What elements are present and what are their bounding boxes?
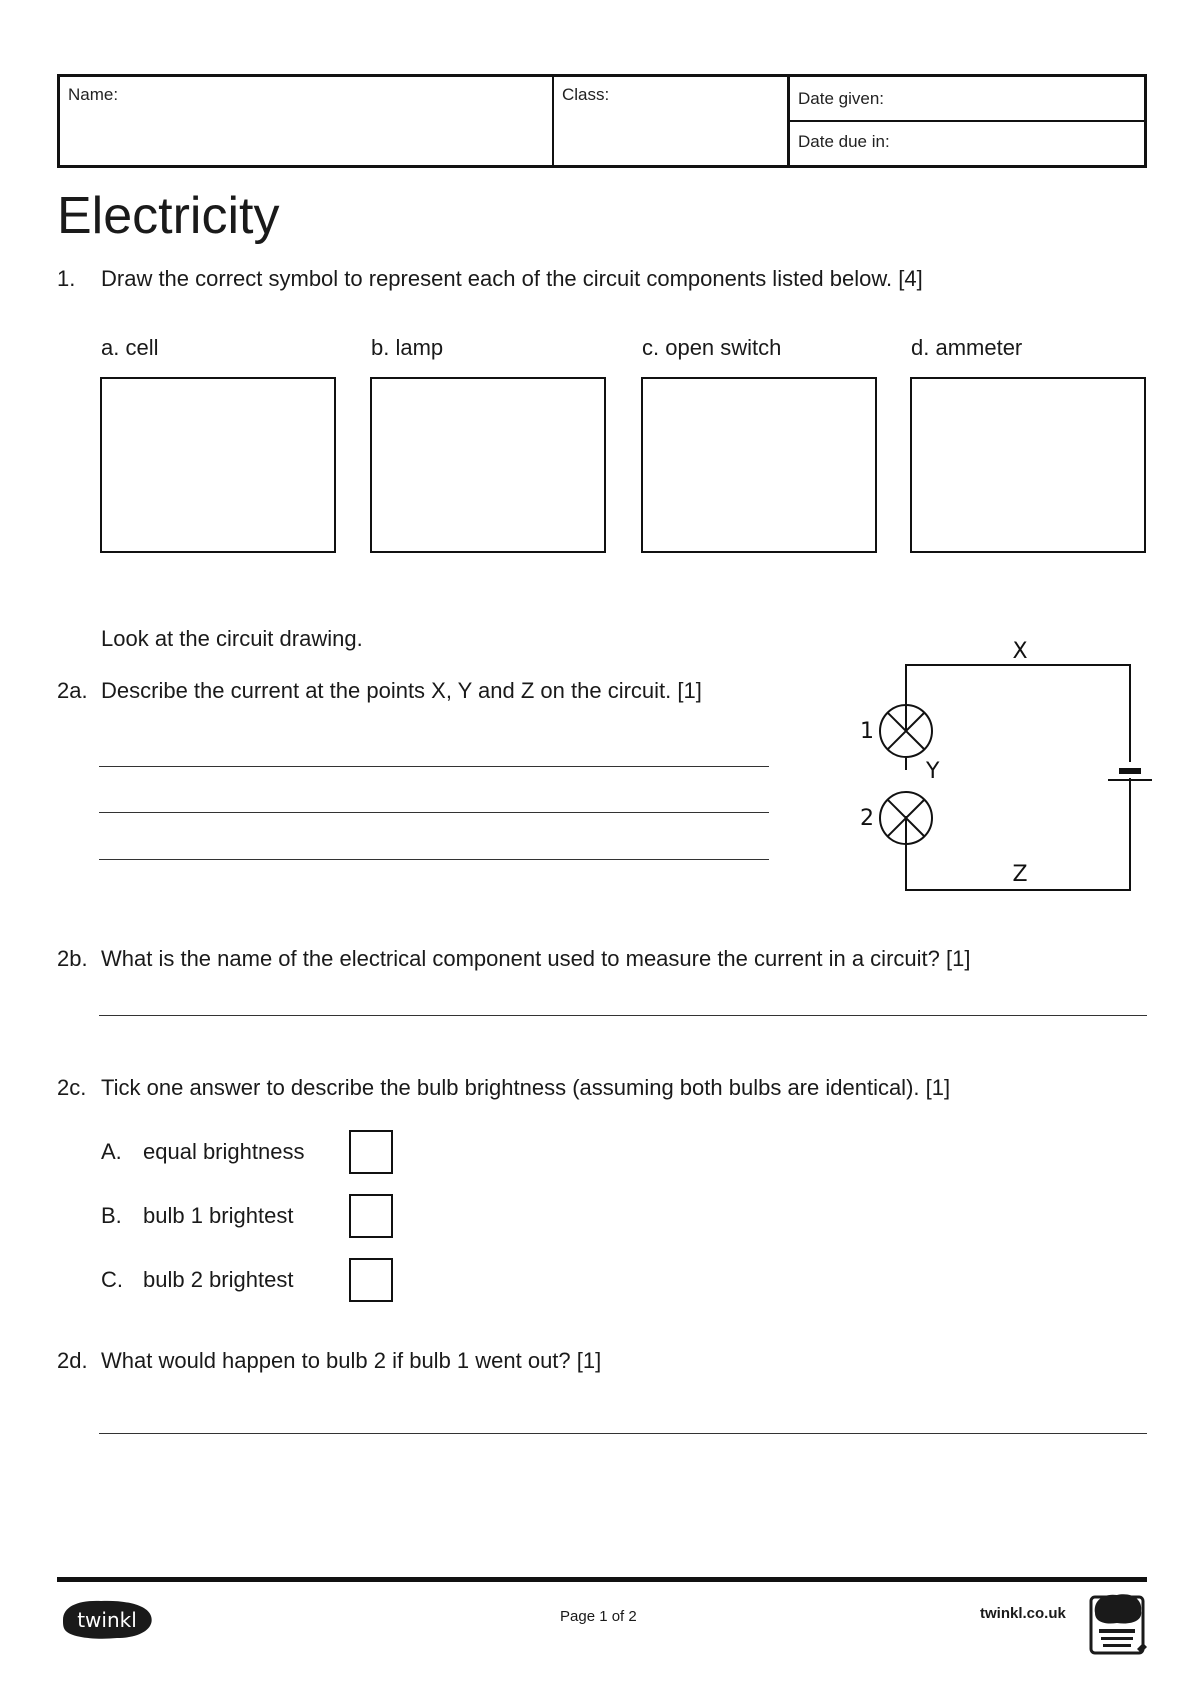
option-a-checkbox[interactable]	[349, 1130, 393, 1174]
drawing-box-ammeter[interactable]	[910, 377, 1146, 553]
q2b-text: What is the name of the electrical component used to measure the current in a circuit? [1]	[101, 946, 971, 971]
q2b-number: 2b.	[57, 946, 88, 971]
option-c-checkbox[interactable]	[349, 1258, 393, 1302]
answer-line-2a-3[interactable]	[99, 859, 769, 860]
wire-top	[906, 665, 1130, 762]
page-title: Electricity	[57, 187, 280, 245]
page-number: Page 1 of 2	[560, 1608, 637, 1625]
circuit-diagram	[840, 630, 1160, 900]
date-due-label: Date due in:	[798, 132, 890, 151]
bulb-1-label: 1	[860, 719, 874, 744]
class-label: Class:	[562, 85, 610, 104]
answer-line-2a-1[interactable]	[99, 766, 769, 767]
date-due-field[interactable]	[790, 122, 1144, 165]
option-c-letter: C.	[101, 1267, 123, 1292]
date-given-label: Date given:	[798, 89, 884, 108]
component-label-cell: a. cell	[101, 335, 159, 360]
name-field[interactable]	[60, 77, 554, 165]
q2d-text: What would happen to bulb 2 if bulb 1 went out? [1]	[101, 1348, 602, 1373]
circuit-intro: Look at the circuit drawing.	[101, 626, 363, 651]
option-c-text: bulb 2 brightest	[143, 1267, 294, 1292]
option-a-letter: A.	[101, 1139, 122, 1164]
date-given-field[interactable]	[790, 77, 1144, 122]
twinkl-logo	[57, 1594, 157, 1644]
option-b-checkbox[interactable]	[349, 1194, 393, 1238]
component-label-lamp: b. lamp	[371, 335, 444, 360]
logo-text: twinkl	[77, 1608, 137, 1632]
header-table	[57, 74, 1147, 168]
label-y: Y	[926, 759, 940, 784]
option-b-text: bulb 1 brightest	[143, 1203, 294, 1228]
label-z: Z	[1012, 862, 1028, 887]
quality-badge-icon	[1085, 1587, 1155, 1659]
q2c-text: Tick one answer to describe the bulb brightness (assuming both bulbs are identical). [1]	[101, 1075, 951, 1100]
q2a-number: 2a.	[57, 678, 88, 703]
label-x: X	[1012, 639, 1028, 664]
component-label-ammeter: d. ammeter	[911, 335, 1023, 360]
q1-number: 1.	[57, 266, 76, 291]
answer-line-2a-2[interactable]	[99, 812, 769, 813]
option-a-text: equal brightness	[143, 1139, 305, 1164]
drawing-box-lamp[interactable]	[370, 377, 606, 553]
component-label-open-switch: c. open switch	[642, 335, 782, 360]
q2c-number: 2c.	[57, 1075, 87, 1100]
q2a-text: Describe the current at the points X, Y and Z on the circuit. [1]	[101, 678, 702, 703]
drawing-box-open-switch[interactable]	[641, 377, 877, 553]
class-field[interactable]	[554, 77, 790, 165]
footer-rule	[57, 1577, 1147, 1582]
name-label: Name:	[68, 85, 119, 104]
site-url[interactable]: twinkl.co.uk	[980, 1605, 1066, 1622]
bulb-2-label: 2	[860, 806, 874, 831]
q2d-number: 2d.	[57, 1348, 88, 1373]
answer-line-2b[interactable]	[99, 1015, 1147, 1016]
answer-line-2d[interactable]	[99, 1433, 1147, 1434]
drawing-box-cell[interactable]	[100, 377, 336, 553]
q1-text: Draw the correct symbol to represent each of the circuit components listed below. [4]	[101, 266, 923, 291]
option-b-letter: B.	[101, 1203, 122, 1228]
